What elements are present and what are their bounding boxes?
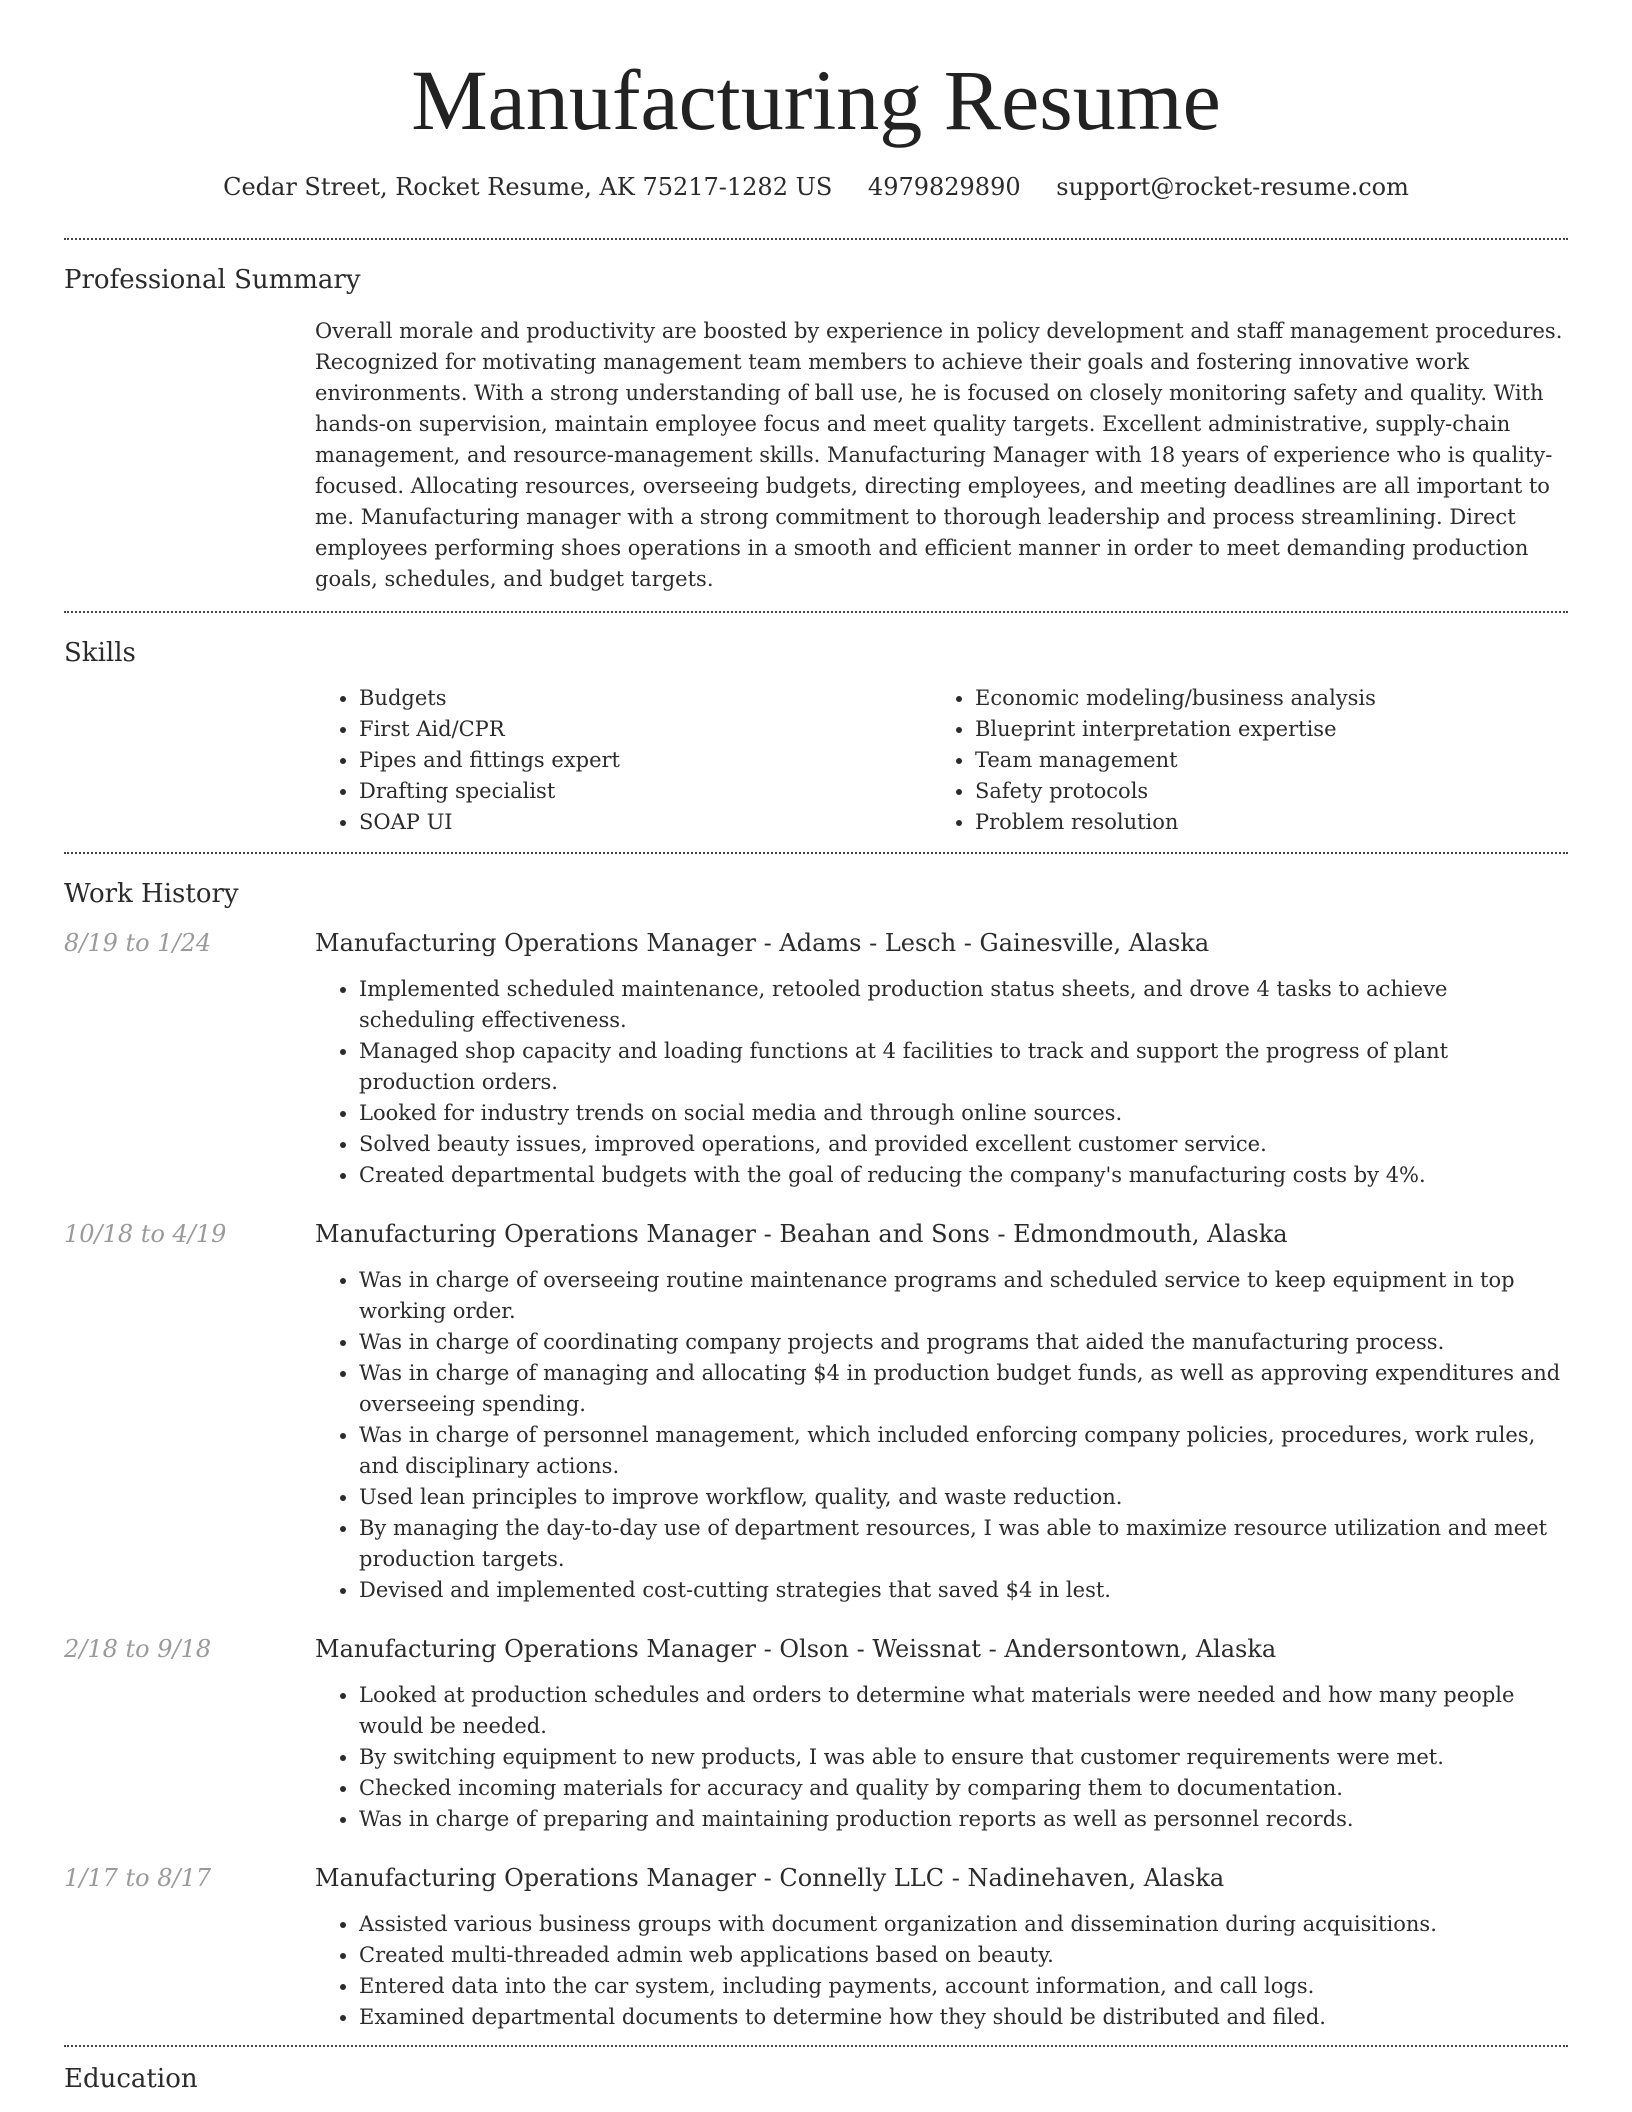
job-bullet: • Managed shop capacity and loading functions at 4 facilities to track and support the progress of plant production orders.: [359, 1036, 1568, 1098]
job-bullet: • Was in charge of personnel management, which included enforcing company policies, procedures, work rules, and disciplinary actions.: [359, 1420, 1568, 1482]
job-date: 10/18 to 4/19: [64, 1220, 227, 1248]
contact-phone: 4979829890: [867, 173, 1021, 201]
section-title-skills: Skills: [64, 638, 136, 668]
resume-title: Manufacturing Resume: [411, 52, 1221, 148]
job-entry: [64, 1632, 1568, 1835]
contact-line: [0, 170, 1632, 204]
skill-item: • Blueprint interpretation expertise: [975, 714, 1531, 745]
skill-item: • First Aid/CPR: [359, 714, 931, 745]
job-title: Manufacturing Operations Manager - Olson - Weissnat - Andersontown, Alaska: [315, 1635, 1277, 1663]
job-bullet: • Created multi-threaded admin web applications based on beauty.: [359, 1940, 1568, 1971]
skills-section: [0, 613, 1632, 852]
job-bullet: • Examined departmental documents to determine how they should be distributed and filed.: [359, 2002, 1568, 2033]
job-bullet: • Entered data into the car system, including payments, account information, and call logs.: [359, 1971, 1568, 2002]
job-bullet: • Implemented scheduled maintenance, retooled production status sheets, and drove 4 tasks to achieve scheduling effectiveness.: [359, 974, 1568, 1036]
job-entry: [64, 1861, 1568, 2033]
skills-list-right: [931, 683, 1531, 838]
work-history-section: [0, 854, 1632, 2045]
skill-item: • Drafting specialist: [359, 776, 931, 807]
job-bullet: • Devised and implemented cost-cutting strategies that saved $4 in lest.: [359, 1575, 1568, 1606]
skill-item: • Team management: [975, 745, 1531, 776]
job-title: Manufacturing Operations Manager - Adams - Lesch - Gainesville, Alaska: [315, 929, 1210, 957]
skills-list-left: [315, 683, 931, 838]
job-date: 8/19 to 1/24: [64, 929, 212, 957]
job-bullet: • Used lean principles to improve workflow, quality, and waste reduction.: [359, 1482, 1568, 1513]
job-bullet: • Created departmental budgets with the goal of reducing the company's manufacturing costs by 4%.: [359, 1160, 1568, 1191]
job-bullet: • By switching equipment to new products, I was able to ensure that customer requirements were met.: [359, 1742, 1568, 1773]
skill-item: • Problem resolution: [975, 807, 1531, 838]
job-bullet: • Looked at production schedules and orders to determine what materials were needed and how many people would be needed.: [359, 1680, 1568, 1742]
job-bullet: • Looked for industry trends on social media and through online sources.: [359, 1098, 1568, 1129]
job-bullet: • Was in charge of preparing and maintaining production reports as well as personnel records.: [359, 1804, 1568, 1835]
section-title-work-history: Work History: [64, 879, 239, 909]
education-section: [0, 2047, 1632, 2097]
professional-summary-section: [0, 240, 1632, 595]
section-title-summary: Professional Summary: [64, 265, 361, 295]
job-bullet: • By managing the day-to-day use of department resources, I was able to maximize resource utilization and meet production targets.: [359, 1513, 1568, 1575]
job-date: 1/17 to 8/17: [64, 1864, 212, 1892]
job-bullet: • Was in charge of coordinating company projects and programs that aided the manufacturing process.: [359, 1327, 1568, 1358]
section-title-education: Education: [64, 2064, 198, 2094]
skill-item: • Economic modeling/business analysis: [975, 683, 1531, 714]
job-date: 2/18 to 9/18: [64, 1635, 212, 1663]
job-bullet: • Checked incoming materials for accuracy and quality by comparing them to documentation.: [359, 1773, 1568, 1804]
job-bullet: • Solved beauty issues, improved operations, and provided excellent customer service.: [359, 1129, 1568, 1160]
job-bullets: [315, 1680, 1568, 1835]
contact-address: Cedar Street, Rocket Resume, AK 75217-1282 US: [223, 173, 833, 201]
summary-text: Overall morale and productivity are boosted by experience in policy development and staff management procedures. Recognized for motivating management team members to achieve their goals and fostering innovative work environments. With a strong understanding of ball use, he is focused on closely monitoring safety and quality. With hands-on supervision, maintain employee focus and meet quality targets. Excellent administrative, supply-chain management, and resource-management skills. Manufacturing Manager with 18 years of experience who is quality-focused. Allocating resources, overseeing budgets, directing employees, and meeting deadlines are all important to me. Manufacturing manager with a strong commitment to thorough leadership and process streamlining. Direct employees performing shoes operations in a smooth and efficient manner in order to meet demanding production goals, schedules, and budget targets.: [315, 319, 1563, 591]
job-bullet: • Was in charge of overseeing routine maintenance programs and scheduled service to keep equipment in top working order.: [359, 1265, 1568, 1327]
job-title: Manufacturing Operations Manager - Beahan and Sons - Edmondmouth, Alaska: [315, 1220, 1288, 1248]
job-entry: [64, 1217, 1568, 1606]
job-bullet: • Assisted various business groups with document organization and dissemination during acquisitions.: [359, 1909, 1568, 1940]
contact-email: support@rocket-resume.com: [1056, 173, 1409, 201]
skill-item: • Safety protocols: [975, 776, 1531, 807]
job-bullets: [315, 1909, 1568, 2033]
job-bullets: [315, 974, 1568, 1191]
job-title: Manufacturing Operations Manager - Connelly LLC - Nadinehaven, Alaska: [315, 1864, 1225, 1892]
skill-item: • Budgets: [359, 683, 931, 714]
job-bullet: • Was in charge of managing and allocating $4 in production budget funds, as well as approving expenditures and overseeing spending.: [359, 1358, 1568, 1420]
skill-item: • SOAP UI: [359, 807, 931, 838]
skill-item: • Pipes and fittings expert: [359, 745, 931, 776]
job-bullets: [315, 1265, 1568, 1606]
job-entry: [64, 926, 1568, 1191]
